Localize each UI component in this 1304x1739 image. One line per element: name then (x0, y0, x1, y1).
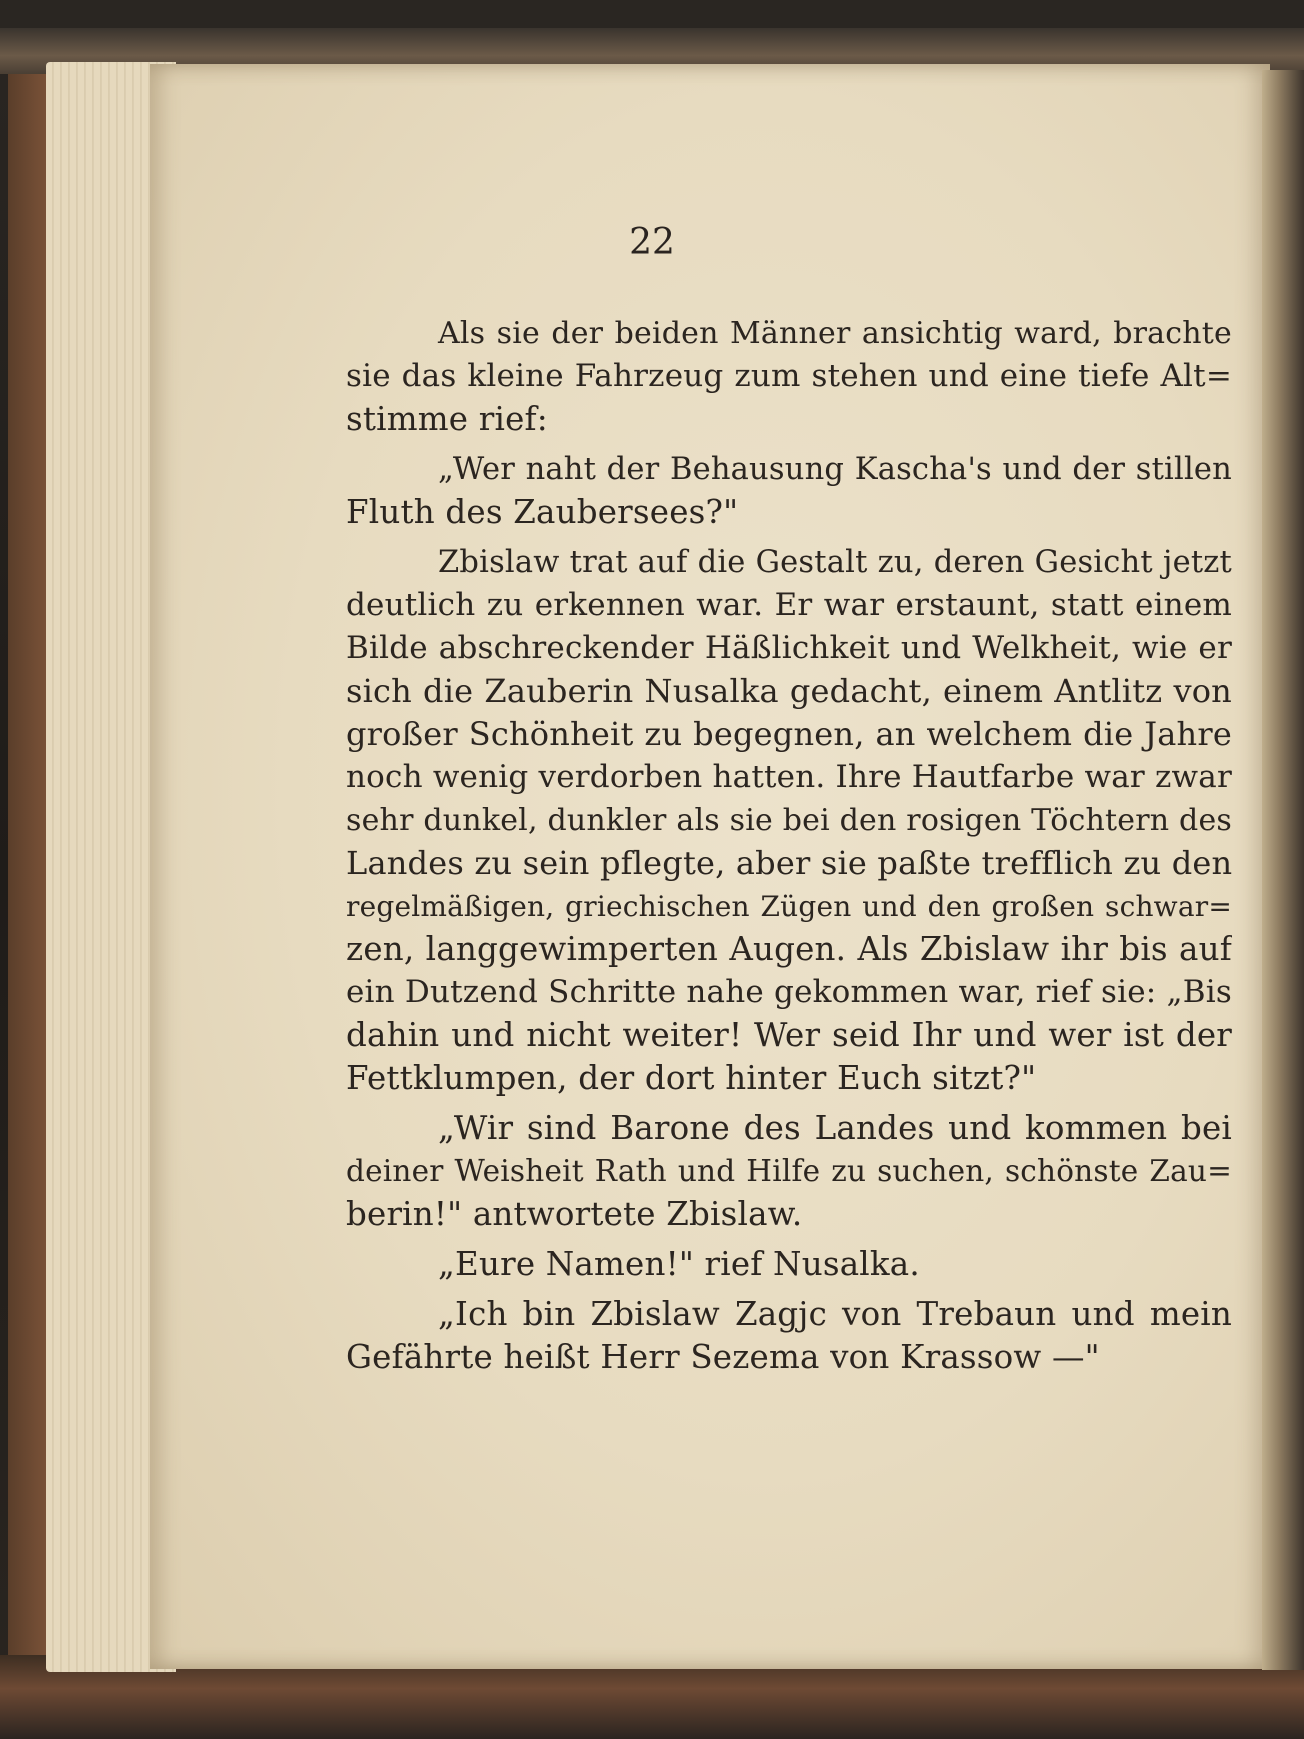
text-line: deutlich zu erkennen war. Er war erstaunt, statt einem (346, 587, 1232, 623)
paragraph-gap (346, 1100, 1232, 1107)
text-line: Gefährte heißt Herr Sezema von Krassow —" (346, 1338, 1100, 1376)
paragraph-gap (346, 1236, 1232, 1243)
text-line: Fettklumpen, der dort hinter Euch sitzt?" (346, 1059, 1037, 1097)
paragraph-gap (346, 441, 1232, 448)
text-line: „Wer naht der Behausung Kascha's und der stillen (438, 452, 1232, 487)
text-line: regelmäßigen, griechischen Zügen und den großen schwar= (346, 890, 1232, 923)
text-line: großer Schönheit zu begegnen, an welchem die Jahre (346, 715, 1232, 753)
text-line: sehr dunkel, dunkler als sie bei den rosigen Töchtern des (346, 803, 1232, 838)
text-line: stimme rief: (346, 400, 548, 438)
paragraph-gap (346, 534, 1232, 541)
paragraph (346, 448, 1232, 534)
text-line: deiner Weisheit Rath und Hilfe zu suchen, schönste Zau= (346, 1154, 1232, 1188)
paragraph (346, 541, 1232, 1100)
page-edge-right (1262, 70, 1304, 1670)
text-line: berin!" antwortete Zbislaw. (346, 1195, 803, 1233)
text-line: zen, langgewimperten Augen. Als Zbislaw ihr bis auf (346, 930, 1232, 968)
text-line: ein Dutzend Schritte nahe gekommen war, rief sie: „Bis (346, 974, 1232, 1010)
text-line: Als sie der beiden Männer ansichtig ward, brachte (438, 316, 1232, 351)
paragraph-gap (346, 1286, 1232, 1293)
paragraph (346, 1293, 1232, 1379)
paragraph (346, 1107, 1232, 1236)
text-line: noch wenig verdorben hatten. Ihre Hautfarbe war zwar (346, 759, 1232, 795)
text-line: „Eure Namen!" rief Nusalka. (438, 1245, 920, 1283)
page-number (0, 222, 1304, 263)
text-line: Zbislaw trat auf die Gestalt zu, deren Gesicht jetzt (438, 545, 1232, 580)
text-line: Fluth des Zaubersees?" (346, 493, 739, 531)
text-line: dahin und nicht weiter! Wer seid Ihr und wer ist der (346, 1016, 1232, 1054)
text-line: Bilde abschreckender Häßlichkeit und Welkheit, wie er (346, 630, 1232, 666)
text-line: „Wir sind Barone des Landes und kommen bei (438, 1109, 1232, 1147)
text-line: Landes zu sein pflegte, aber sie paßte trefflich zu den (346, 844, 1232, 882)
body-text (346, 312, 1232, 1379)
paragraph (346, 1243, 1232, 1286)
text-line: „Ich bin Zbislaw Zagjc von Trebaun und mein (438, 1295, 1232, 1333)
page-number-text: 22 (629, 222, 675, 263)
paragraph (346, 312, 1232, 441)
text-line: sich die Zauberin Nusalka gedacht, einem Antlitz von (346, 672, 1232, 710)
text-line: sie das kleine Fahrzeug zum stehen und eine tiefe Alt= (346, 358, 1232, 394)
